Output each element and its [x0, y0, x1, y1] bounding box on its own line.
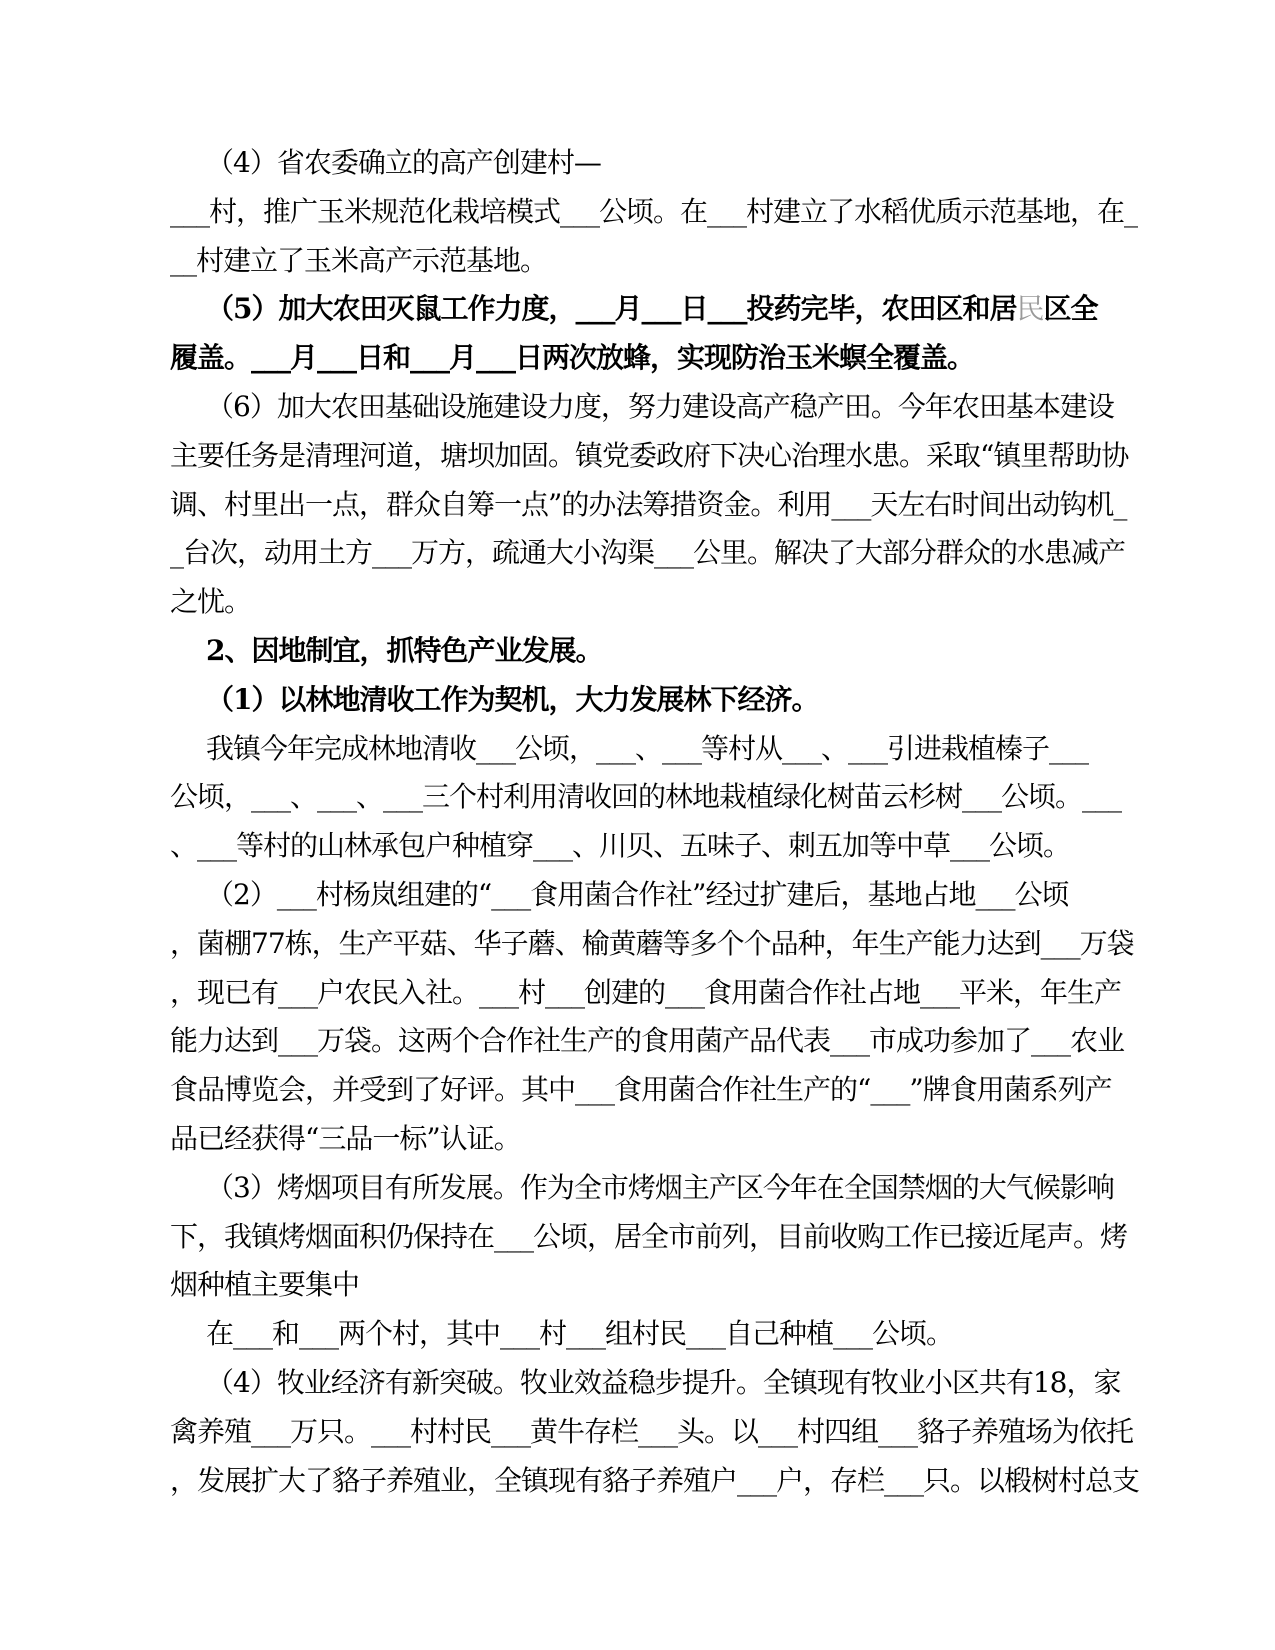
text-line	[170, 578, 1106, 627]
text-line	[170, 1115, 1106, 1164]
text-line	[170, 1359, 1121, 1408]
text-line	[170, 773, 1122, 822]
text-run: 之忧。	[170, 585, 252, 619]
text-line	[170, 334, 1106, 383]
text-run: 主要任务是清理河道，塘坝加固。镇党委政府下决心治理水患。采取“镇里帮助协	[170, 438, 1129, 472]
text-line	[170, 1164, 1114, 1213]
text-run: （1）以林地清收工作为契机，大力发展林下经济。	[206, 682, 819, 716]
text-run: ，现已有___户农民入社。___村___创建的___食用菌合作社占地___平米，年生产	[170, 975, 1122, 1009]
text-line	[170, 188, 1138, 237]
text-run: （4）省农委确立的高产创建村—	[206, 146, 601, 179]
light-glyph-run: 民	[1016, 292, 1044, 326]
text-run: 在___和___两个村，其中___村___组村民___自己种植___公顷。	[206, 1317, 954, 1351]
text-run: 烟种植主要集中	[170, 1268, 360, 1302]
text-run: 能力达到___万袋。这两个合作社生产的食用菌产品代表___市成功参加了___农业	[170, 1024, 1125, 1058]
text-line	[170, 529, 1126, 578]
text-line	[170, 725, 1106, 774]
text-run: 我镇今年完成林地清收___公顷，___、___等村从___、___引进栽植榛子___	[206, 731, 1089, 765]
text-run: 履盖。___月___日和___月___日两次放蜂，实现防治玉米螟全覆盖。	[170, 341, 975, 375]
text-run: 、___等村的山林承包户种植穿___、川贝、五味子、刺五加等中草___公顷。	[170, 829, 1071, 863]
text-run: （2）___村杨岚组建的“___食用菌合作社”经过扩建后，基地占地___公顷	[206, 877, 1069, 911]
text-line	[170, 871, 1106, 920]
text-run: 禽养殖___万只。___村村民___黄牛存栏___头。以___村四组___貉子养殖场为依托	[170, 1414, 1134, 1448]
text-run: ___村，推广玉米规范化栽培模式___公顷。在___村建立了水稻优质示范基地，在_	[170, 194, 1138, 228]
text-line	[170, 1017, 1125, 1066]
text-line	[170, 1310, 1106, 1359]
text-run: _台次，动用土方___万方，疏通大小沟渠___公里。解决了大部分群众的水患减产	[170, 536, 1126, 570]
text-line	[170, 1066, 1112, 1115]
text-run: 调、村里出一点，群众自筹一点”的办法筹措资金。利用___天左右时间出动钩机_	[170, 487, 1127, 521]
document-body	[170, 139, 1140, 1505]
text-run: 下，我镇烤烟面积仍保持在___公顷，居全市前列，目前收购工作已接近尾声。烤	[170, 1219, 1128, 1253]
text-line	[170, 285, 1106, 334]
text-line	[170, 139, 1106, 188]
text-line	[170, 969, 1122, 1018]
text-run: （3）烤烟项目有所发展。作为全市烤烟主产区今年在全国禁烟的大气候影响	[206, 1170, 1114, 1204]
text-run: ，菌棚77栋，生产平菇、华子蘑、榆黄蘑等多个个品种，年生产能力达到___万袋	[170, 926, 1134, 960]
text-line	[170, 1408, 1134, 1457]
text-line	[170, 1261, 1106, 1310]
text-line	[170, 627, 1106, 676]
text-run: __村建立了玉米高产示范基地。	[170, 243, 548, 277]
text-line	[170, 237, 1106, 286]
text-line	[170, 481, 1127, 530]
text-run: 公顷，___、___、___三个村利用清收回的林地栽植绿化树苗云杉树___公顷。___	[170, 780, 1122, 814]
text-line	[170, 383, 1114, 432]
text-line	[170, 432, 1129, 481]
text-run: （5）加大农田灭鼠工作力度，___月___日___投药完毕，农田区和居	[206, 292, 1017, 326]
text-run: 区全	[1043, 292, 1098, 326]
text-run: （4）牧业经济有新突破。牧业效益稳步提升。全镇现有牧业小区共有18，家	[206, 1365, 1121, 1399]
text-line	[170, 822, 1106, 871]
text-line	[170, 676, 1106, 725]
text-line	[170, 1457, 1140, 1506]
text-line	[170, 920, 1134, 969]
text-run: 食品博览会，并受到了好评。其中___食用菌合作社生产的“___”牌食用菌系列产	[170, 1073, 1112, 1107]
text-line	[170, 1213, 1128, 1262]
text-run: （6）加大农田基础设施建设力度，努力建设高产稳产田。今年农田基本建设	[206, 389, 1114, 423]
text-run: 品已经获得“三品一标”认证。	[170, 1121, 521, 1155]
text-run: ，发展扩大了貉子养殖业，全镇现有貉子养殖户___户，存栏___只。以椴树村总支	[170, 1463, 1140, 1497]
text-run: 2、因地制宜，抓特色产业发展。	[206, 633, 603, 667]
